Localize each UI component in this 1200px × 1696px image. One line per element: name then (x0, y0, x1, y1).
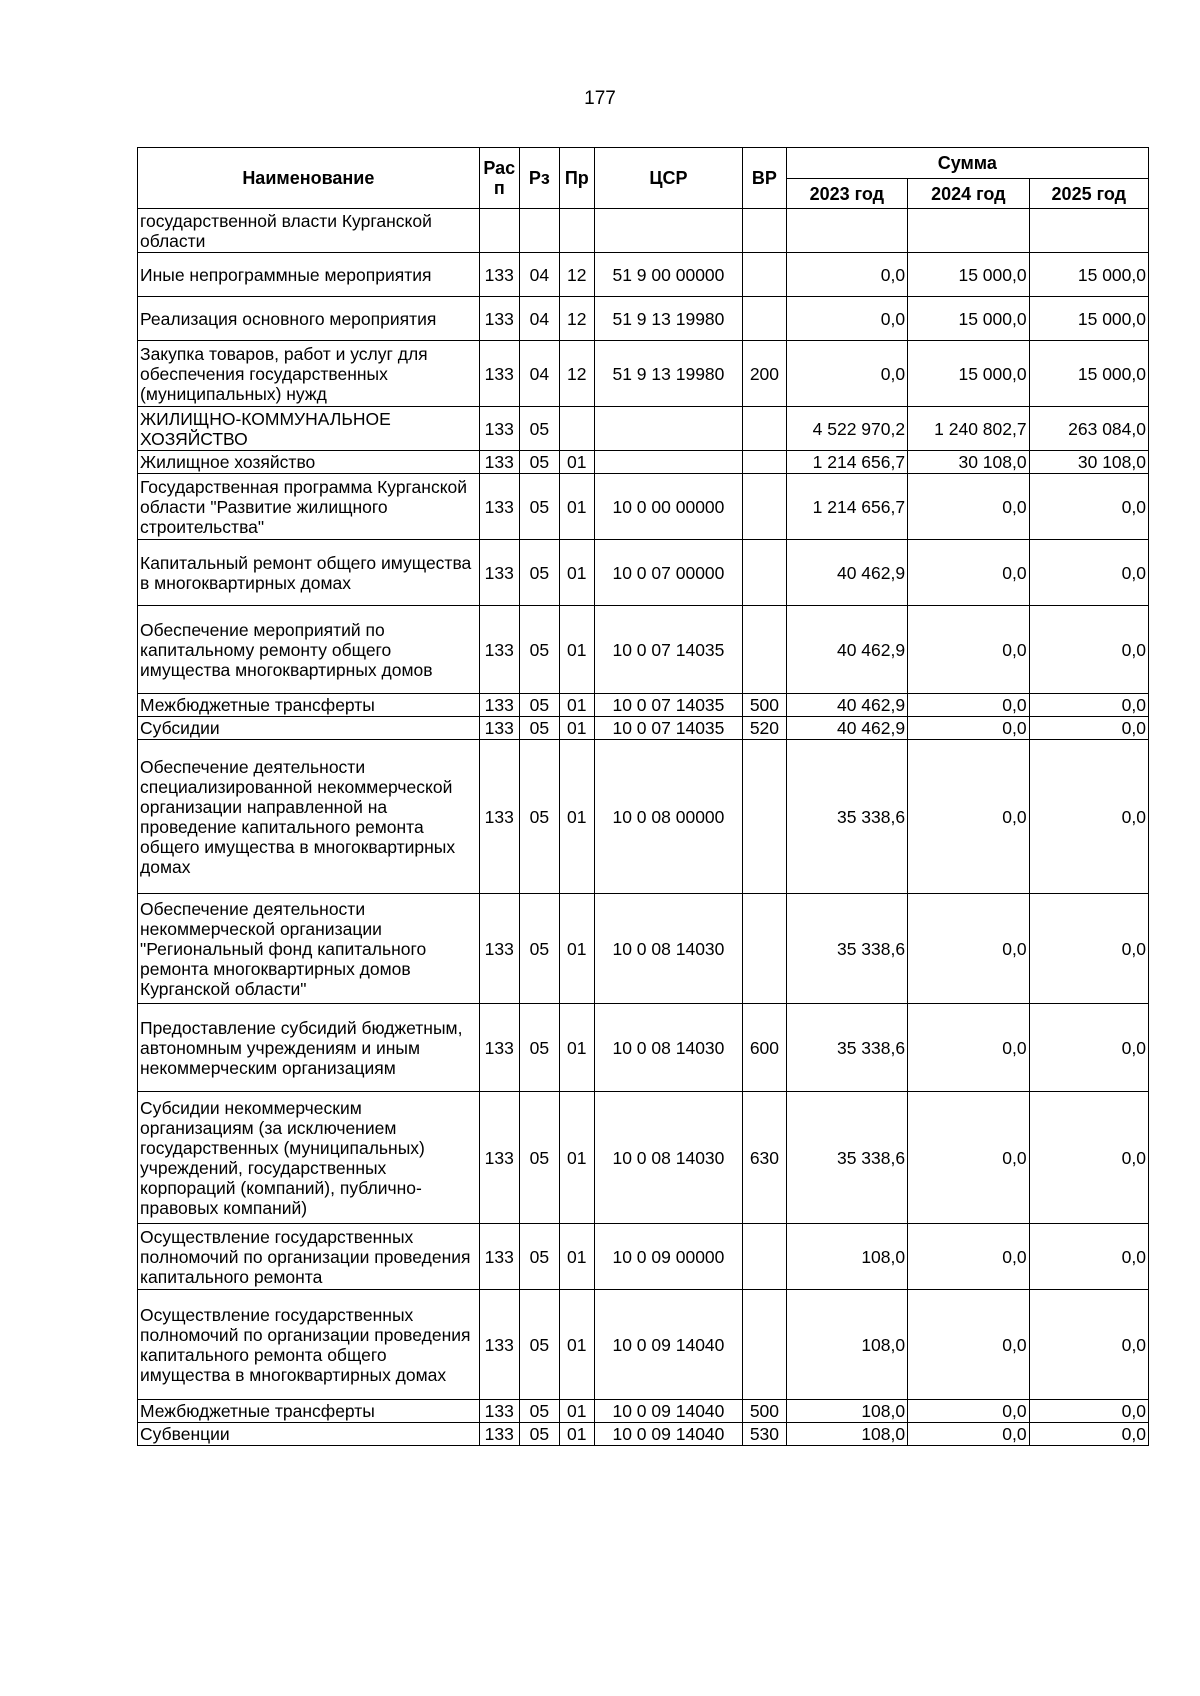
cell-csr: 10 0 09 00000 (594, 1224, 743, 1290)
cell-y2024: 0,0 (908, 717, 1029, 740)
cell-y2024: 15 000,0 (908, 297, 1029, 341)
cell-vr (743, 474, 786, 540)
cell-y2024: 0,0 (908, 694, 1029, 717)
cell-y2023: 35 338,6 (786, 1004, 907, 1092)
cell-pr: 01 (559, 451, 594, 474)
cell-y2023: 0,0 (786, 253, 907, 297)
cell-rasp: 133 (479, 1400, 519, 1423)
cell-name: Субвенции (138, 1423, 480, 1446)
cell-rz: 04 (519, 341, 559, 407)
cell-y2024: 0,0 (908, 740, 1029, 894)
cell-y2024: 30 108,0 (908, 451, 1029, 474)
cell-rasp: 133 (479, 451, 519, 474)
table-row (138, 341, 1149, 407)
cell-name: ЖИЛИЩНО-КОММУНАЛЬНОЕ ХОЗЯЙСТВО (138, 407, 480, 451)
cell-vr: 500 (743, 694, 786, 717)
cell-y2024: 0,0 (908, 1400, 1029, 1423)
table-row (138, 694, 1149, 717)
cell-y2023: 40 462,9 (786, 606, 907, 694)
cell-name: Обеспечение мероприятий по капитальному ремонту общего имущества многоквартирных домов (138, 606, 480, 694)
cell-pr: 01 (559, 1290, 594, 1400)
table-row (138, 740, 1149, 894)
cell-rz: 05 (519, 1004, 559, 1092)
cell-csr: 10 0 07 14035 (594, 694, 743, 717)
cell-pr: 12 (559, 341, 594, 407)
cell-name: Иные непрограммные мероприятия (138, 253, 480, 297)
cell-y2025: 0,0 (1029, 606, 1148, 694)
cell-vr: 630 (743, 1092, 786, 1224)
cell-y2025: 15 000,0 (1029, 297, 1148, 341)
cell-rz: 05 (519, 1092, 559, 1224)
cell-vr: 530 (743, 1423, 786, 1446)
cell-rz: 05 (519, 451, 559, 474)
table-row (138, 297, 1149, 341)
cell-vr (743, 1290, 786, 1400)
cell-rasp: 133 (479, 341, 519, 407)
cell-y2024: 0,0 (908, 1004, 1029, 1092)
cell-vr (743, 297, 786, 341)
cell-rasp (479, 209, 519, 253)
page-number: 177 (584, 88, 616, 109)
cell-y2025: 0,0 (1029, 1400, 1148, 1423)
budget-table (137, 147, 1149, 1446)
cell-vr (743, 451, 786, 474)
cell-rz (519, 209, 559, 253)
table-row (138, 894, 1149, 1004)
cell-name: государственной власти Курганской области (138, 209, 480, 253)
cell-pr: 01 (559, 740, 594, 894)
cell-y2024: 0,0 (908, 1423, 1029, 1446)
cell-csr (594, 451, 743, 474)
cell-rasp: 133 (479, 894, 519, 1004)
table-row (138, 1004, 1149, 1092)
table-row (138, 1400, 1149, 1423)
cell-rz: 05 (519, 474, 559, 540)
cell-name: Межбюджетные трансферты (138, 694, 480, 717)
cell-csr: 51 9 00 00000 (594, 253, 743, 297)
cell-vr (743, 540, 786, 606)
cell-csr: 10 0 09 14040 (594, 1423, 743, 1446)
cell-csr: 10 0 07 00000 (594, 540, 743, 606)
cell-y2023: 40 462,9 (786, 694, 907, 717)
cell-csr: 51 9 13 19980 (594, 297, 743, 341)
col-header-rz: Рз (519, 148, 559, 209)
cell-pr: 01 (559, 894, 594, 1004)
col-header-2025: 2025 год (1029, 179, 1148, 209)
cell-y2025: 0,0 (1029, 474, 1148, 540)
cell-pr: 01 (559, 1224, 594, 1290)
cell-rz: 05 (519, 894, 559, 1004)
cell-vr (743, 209, 786, 253)
cell-vr (743, 1224, 786, 1290)
cell-rasp: 133 (479, 717, 519, 740)
table-row (138, 253, 1149, 297)
cell-rasp: 133 (479, 1224, 519, 1290)
cell-name: Закупка товаров, работ и услуг для обеспечения государственных (муниципальных) нужд (138, 341, 480, 407)
cell-name: Капитальный ремонт общего имущества в многоквартирных домах (138, 540, 480, 606)
cell-rz: 05 (519, 694, 559, 717)
cell-rasp: 133 (479, 606, 519, 694)
cell-pr: 01 (559, 1092, 594, 1224)
cell-pr: 01 (559, 1004, 594, 1092)
cell-name: Осуществление государственных полномочий по организации проведения капитального ремонта (138, 1224, 480, 1290)
table-row (138, 1092, 1149, 1224)
col-header-csr: ЦСР (594, 148, 743, 209)
cell-y2024: 15 000,0 (908, 341, 1029, 407)
cell-vr: 200 (743, 341, 786, 407)
cell-rz: 05 (519, 407, 559, 451)
cell-y2025: 0,0 (1029, 717, 1148, 740)
cell-rz: 05 (519, 606, 559, 694)
cell-rz: 05 (519, 1290, 559, 1400)
cell-name: Субсидии некоммерческим организациям (за исключением государственных (муниципальных) учреждений, государственных корпораций (компаний), публично-правовых компаний) (138, 1092, 480, 1224)
cell-csr: 10 0 07 14035 (594, 606, 743, 694)
cell-name: Государственная программа Курганской области "Развитие жилищного строительства" (138, 474, 480, 540)
cell-y2025 (1029, 209, 1148, 253)
cell-csr: 10 0 08 14030 (594, 1004, 743, 1092)
cell-y2023: 108,0 (786, 1400, 907, 1423)
cell-rz: 04 (519, 253, 559, 297)
cell-name: Жилищное хозяйство (138, 451, 480, 474)
cell-vr (743, 740, 786, 894)
cell-y2023: 40 462,9 (786, 540, 907, 606)
cell-y2025: 0,0 (1029, 1290, 1148, 1400)
cell-pr (559, 209, 594, 253)
cell-y2025: 263 084,0 (1029, 407, 1148, 451)
table-row (138, 540, 1149, 606)
cell-csr: 10 0 09 14040 (594, 1290, 743, 1400)
cell-pr: 01 (559, 1423, 594, 1446)
cell-rz: 05 (519, 1400, 559, 1423)
cell-pr: 01 (559, 540, 594, 606)
col-header-name: Наименование (138, 148, 480, 209)
cell-y2023: 108,0 (786, 1224, 907, 1290)
table-header (138, 148, 1149, 209)
cell-csr: 10 0 08 14030 (594, 1092, 743, 1224)
cell-vr: 520 (743, 717, 786, 740)
cell-csr: 10 0 07 14035 (594, 717, 743, 740)
cell-y2025: 30 108,0 (1029, 451, 1148, 474)
table-body (138, 209, 1149, 1446)
cell-rasp: 133 (479, 694, 519, 717)
cell-y2025: 0,0 (1029, 1092, 1148, 1224)
cell-y2023: 40 462,9 (786, 717, 907, 740)
cell-name: Реализация основного мероприятия (138, 297, 480, 341)
cell-y2023: 35 338,6 (786, 894, 907, 1004)
cell-y2024: 0,0 (908, 1092, 1029, 1224)
cell-rasp: 133 (479, 297, 519, 341)
cell-y2024: 0,0 (908, 540, 1029, 606)
cell-y2023: 35 338,6 (786, 1092, 907, 1224)
cell-rasp: 133 (479, 740, 519, 894)
cell-rz: 05 (519, 717, 559, 740)
cell-vr (743, 407, 786, 451)
col-header-rasp: Рас п (479, 148, 519, 209)
cell-rz: 05 (519, 740, 559, 894)
cell-name: Обеспечение деятельности некоммерческой организации "Региональный фонд капитального ремонта многоквартирных домов Курганской области" (138, 894, 480, 1004)
cell-y2025: 0,0 (1029, 1004, 1148, 1092)
cell-y2023: 4 522 970,2 (786, 407, 907, 451)
cell-y2023: 1 214 656,7 (786, 451, 907, 474)
cell-y2025: 0,0 (1029, 694, 1148, 717)
cell-y2023: 35 338,6 (786, 740, 907, 894)
cell-vr (743, 253, 786, 297)
cell-y2025: 15 000,0 (1029, 253, 1148, 297)
cell-csr (594, 209, 743, 253)
cell-name: Субсидии (138, 717, 480, 740)
cell-rasp: 133 (479, 253, 519, 297)
col-header-vr: ВР (743, 148, 786, 209)
cell-vr (743, 606, 786, 694)
cell-y2025: 0,0 (1029, 894, 1148, 1004)
cell-rasp: 133 (479, 1092, 519, 1224)
cell-rasp: 133 (479, 407, 519, 451)
cell-y2024: 0,0 (908, 1290, 1029, 1400)
cell-y2025: 15 000,0 (1029, 341, 1148, 407)
cell-rz: 04 (519, 297, 559, 341)
table-row (138, 717, 1149, 740)
cell-y2025: 0,0 (1029, 540, 1148, 606)
cell-pr: 01 (559, 717, 594, 740)
cell-pr: 12 (559, 253, 594, 297)
table-row (138, 1423, 1149, 1446)
table-row (138, 1224, 1149, 1290)
cell-y2024: 0,0 (908, 474, 1029, 540)
table-row (138, 209, 1149, 253)
cell-y2024: 0,0 (908, 1224, 1029, 1290)
cell-pr: 12 (559, 297, 594, 341)
cell-y2024 (908, 209, 1029, 253)
cell-rz: 05 (519, 540, 559, 606)
col-header-sum: Сумма (786, 148, 1148, 179)
cell-pr: 01 (559, 474, 594, 540)
cell-csr: 51 9 13 19980 (594, 341, 743, 407)
cell-y2025: 0,0 (1029, 1224, 1148, 1290)
cell-rasp: 133 (479, 1290, 519, 1400)
cell-y2025: 0,0 (1029, 1423, 1148, 1446)
table-row (138, 606, 1149, 694)
cell-pr: 01 (559, 606, 594, 694)
cell-y2024: 1 240 802,7 (908, 407, 1029, 451)
cell-vr (743, 894, 786, 1004)
table-row (138, 1290, 1149, 1400)
cell-rasp: 133 (479, 540, 519, 606)
cell-y2023: 108,0 (786, 1423, 907, 1446)
cell-csr (594, 407, 743, 451)
cell-csr: 10 0 09 14040 (594, 1400, 743, 1423)
cell-rasp: 133 (479, 474, 519, 540)
cell-csr: 10 0 08 00000 (594, 740, 743, 894)
cell-rasp: 133 (479, 1004, 519, 1092)
cell-name: Межбюджетные трансферты (138, 1400, 480, 1423)
table-row (138, 451, 1149, 474)
cell-csr: 10 0 08 14030 (594, 894, 743, 1004)
cell-y2024: 0,0 (908, 894, 1029, 1004)
cell-name: Осуществление государственных полномочий по организации проведения капитального ремонта общего имущества в многоквартирных домах (138, 1290, 480, 1400)
cell-vr: 600 (743, 1004, 786, 1092)
cell-name: Предоставление субсидий бюджетным, автономным учреждениям и иным некоммерческим организациям (138, 1004, 480, 1092)
cell-y2023: 0,0 (786, 341, 907, 407)
cell-name: Обеспечение деятельности специализированной некоммерческой организации направленной на проведение капитального ремонта общего имущества в многоквартирных домах (138, 740, 480, 894)
cell-y2025: 0,0 (1029, 740, 1148, 894)
cell-rz: 05 (519, 1224, 559, 1290)
cell-csr: 10 0 00 00000 (594, 474, 743, 540)
table-row (138, 474, 1149, 540)
cell-rz: 05 (519, 1423, 559, 1446)
col-header-2023: 2023 год (786, 179, 907, 209)
cell-pr: 01 (559, 1400, 594, 1423)
col-header-pr: Пр (559, 148, 594, 209)
cell-y2024: 0,0 (908, 606, 1029, 694)
cell-y2023: 108,0 (786, 1290, 907, 1400)
cell-y2024: 15 000,0 (908, 253, 1029, 297)
cell-pr (559, 407, 594, 451)
cell-y2023: 1 214 656,7 (786, 474, 907, 540)
cell-pr: 01 (559, 694, 594, 717)
cell-rasp: 133 (479, 1423, 519, 1446)
cell-vr: 500 (743, 1400, 786, 1423)
table-row (138, 407, 1149, 451)
col-header-2024: 2024 год (908, 179, 1029, 209)
cell-y2023 (786, 209, 907, 253)
cell-y2023: 0,0 (786, 297, 907, 341)
